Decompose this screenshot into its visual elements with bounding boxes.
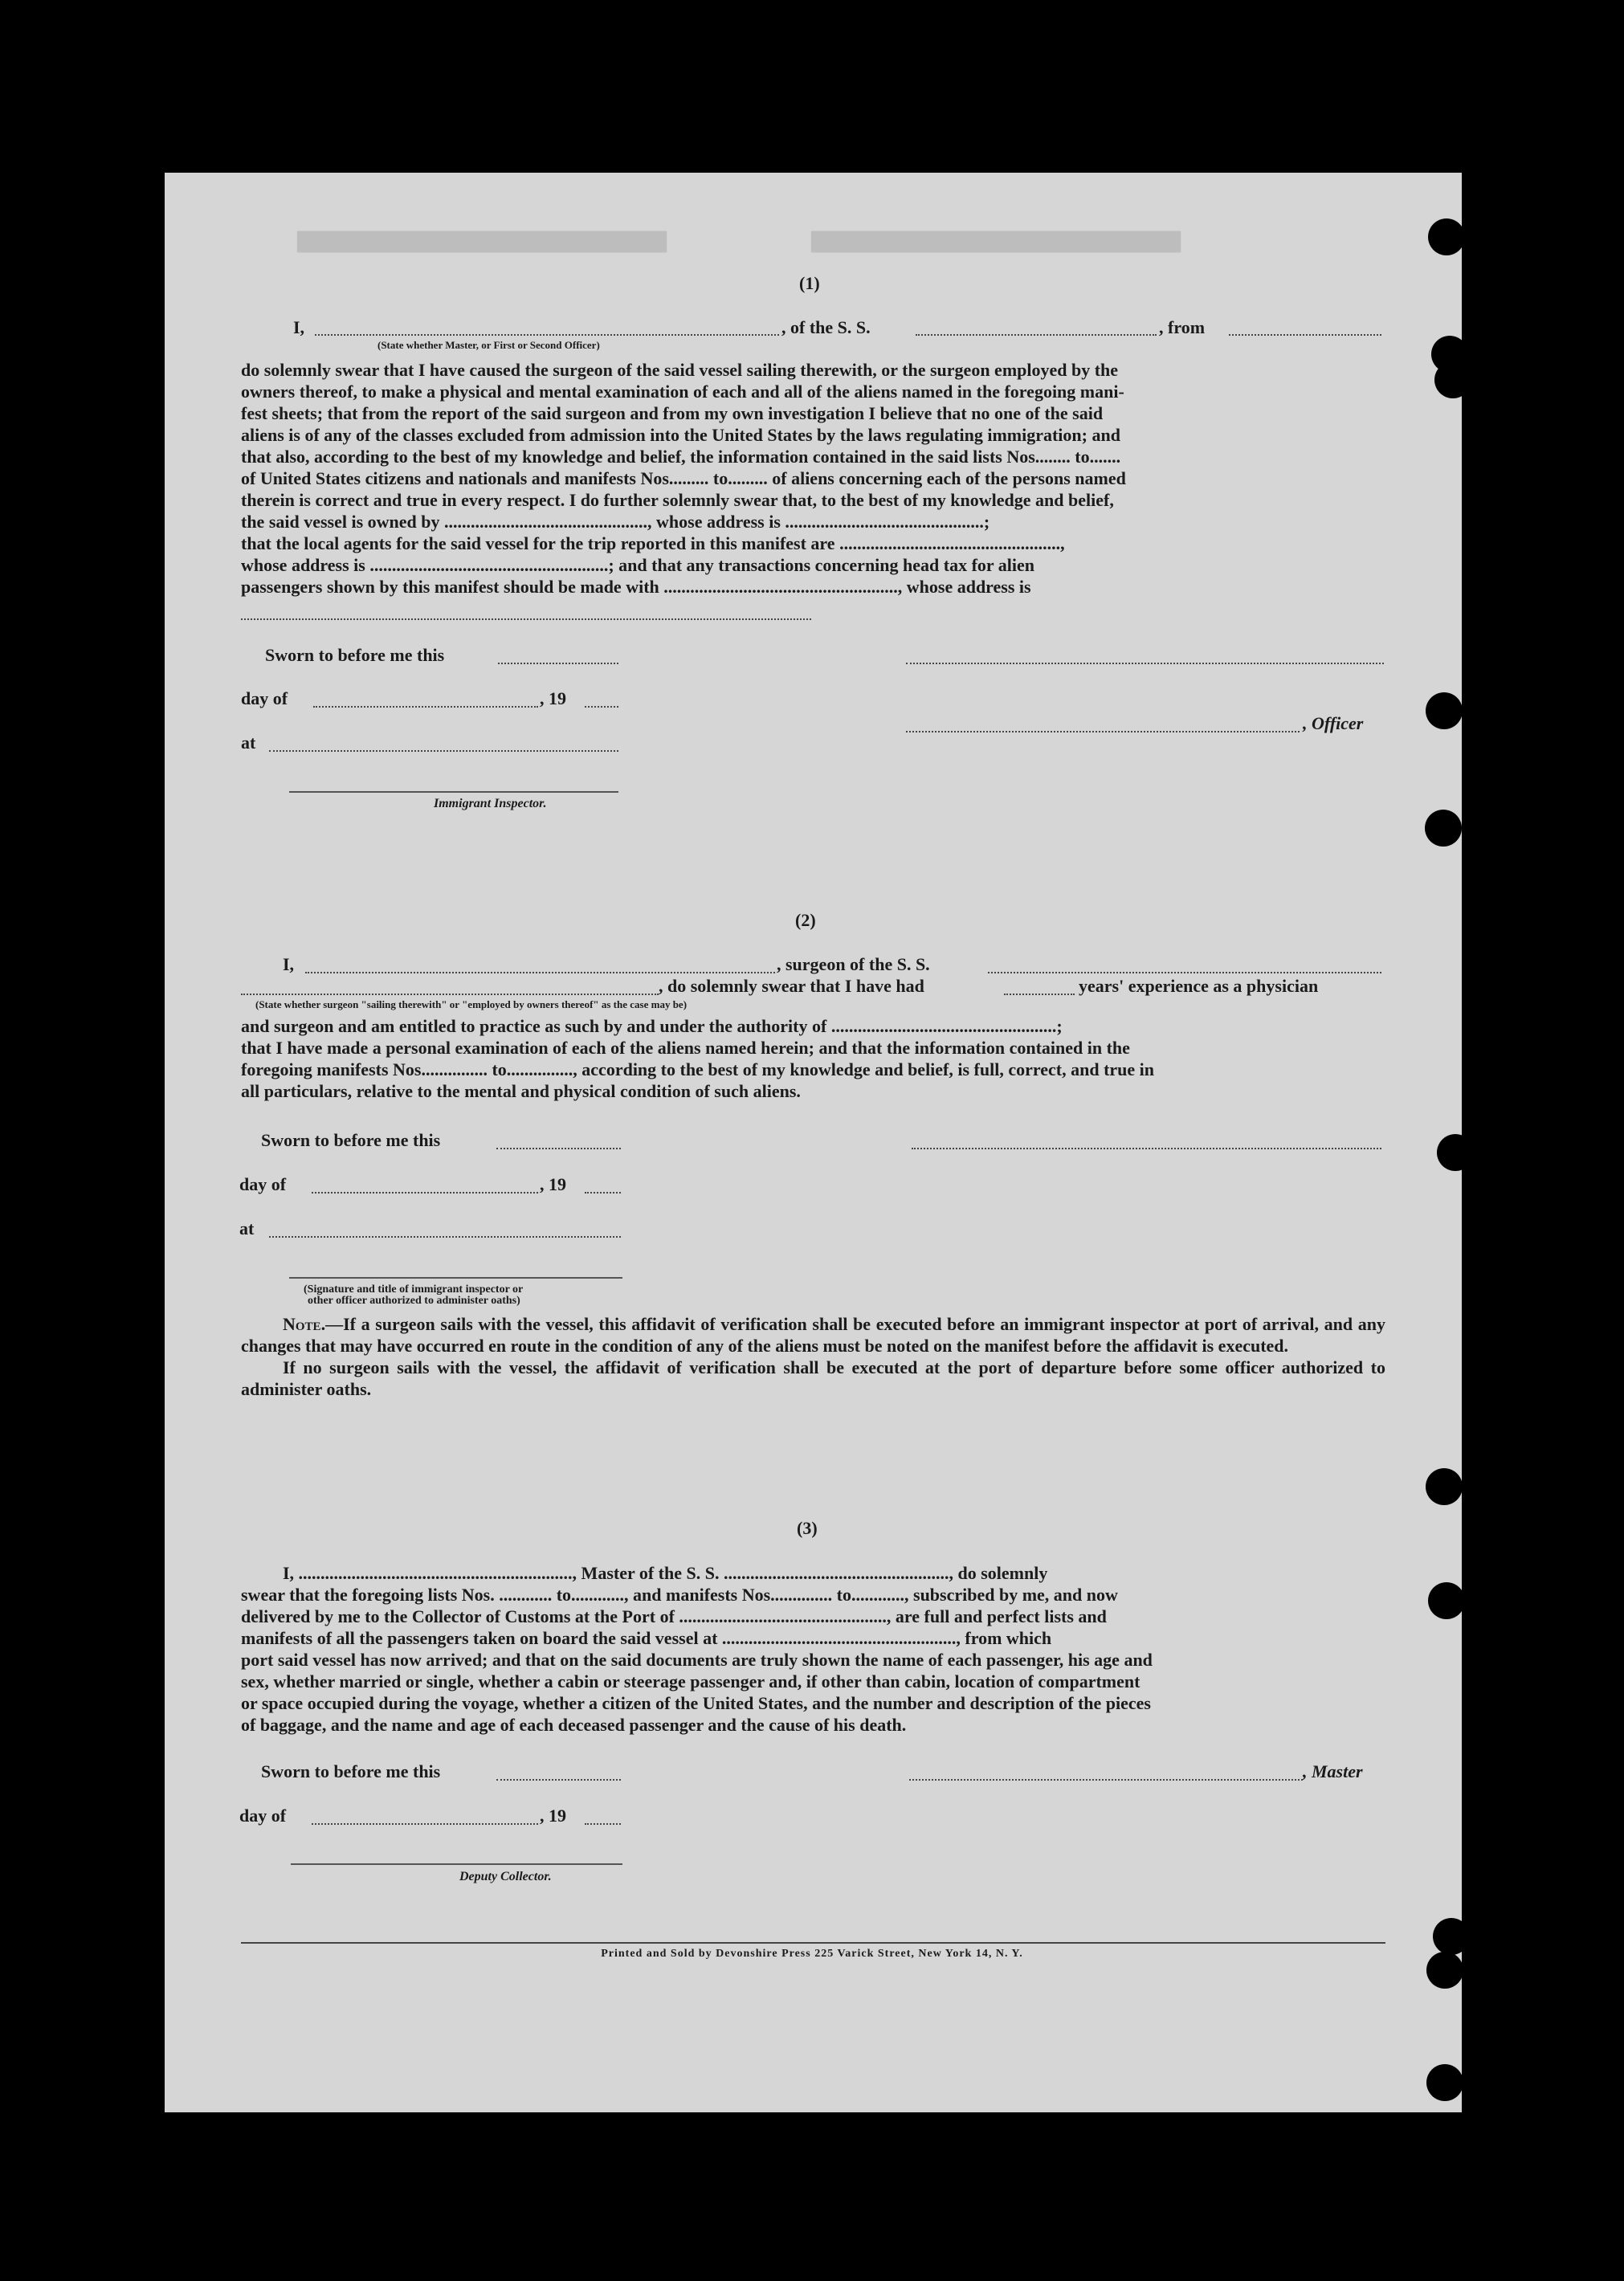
section-3-line: of baggage, and the name and age of each deceased passenger and the cause of his death.	[241, 1715, 907, 1735]
sworn-date-field[interactable]	[496, 1148, 621, 1149]
section-3-line: swear that the foregoing lists Nos. ............ to............, and manifests Nos.............. to............, subscribed by me, and now	[241, 1585, 1118, 1605]
section-2-line: and surgeon and am entitled to practice as such by and under the authority of ...................................................;	[241, 1016, 1063, 1036]
officer-label: , Officer	[1303, 713, 1364, 733]
sworn-date-field[interactable]	[496, 1779, 621, 1781]
section-2-line: all particulars, relative to the mental and physical condition of such aliens.	[241, 1081, 801, 1101]
section-1-line: passengers shown by this manifest should be made with ....................................................., whose address is	[241, 577, 1031, 597]
section-3-line: manifests of all the passengers taken on board the said vessel at ....................................................., from which	[241, 1628, 1052, 1648]
section-1-line: the said vessel is owned by .............................................., whose address is .............................................;	[241, 512, 990, 532]
section-2-line: foregoing manifests Nos............... to..............., according to the best of my knowledge and belief, is full, correct, and true in	[241, 1059, 1155, 1079]
section-1-body	[241, 359, 1385, 598]
section-1-from: , from	[1159, 317, 1206, 337]
section-3-line: or space occupied during the voyage, whether a citizen of the United States, and the number and description of the pieces	[241, 1693, 1151, 1713]
section-3-number: (3)	[797, 1518, 818, 1538]
year-label: , 19	[540, 688, 566, 708]
day-of-field[interactable]	[313, 706, 538, 708]
printer-imprint: Printed and Sold by Devonshire Press 225 Varick Street, New York 14, N. Y.	[601, 1948, 1023, 1960]
section-1-number: (1)	[799, 273, 820, 293]
punch-hole	[1426, 692, 1463, 729]
sworn-date-field[interactable]	[498, 663, 618, 664]
officer-signature-line[interactable]	[906, 731, 1300, 732]
year-label: , 19	[540, 1174, 566, 1194]
at-label: at	[239, 1218, 255, 1238]
departure-port-field[interactable]	[1229, 334, 1381, 336]
year-field[interactable]	[585, 706, 618, 708]
year-field[interactable]	[585, 1192, 621, 1194]
inspector-signature-line[interactable]	[289, 1277, 622, 1279]
day-of-label: day of	[239, 1174, 287, 1194]
bleed-through-mark: ▇▇▇▇▇▇▇▇▇▇▇▇▇▇▇▇▇▇▇▇▇▇▇	[811, 229, 1181, 252]
bleed-through-mark: ▇▇▇▇▇▇▇▇▇▇▇▇▇▇▇▇▇▇▇▇▇▇▇	[297, 229, 667, 252]
collector-label: Deputy Collector.	[459, 1870, 552, 1883]
section-2-caption: (State whether surgeon "sailing therewith" or "employed by owners thereof" as the case may be)	[255, 998, 688, 1010]
punch-hole	[1428, 1582, 1465, 1619]
section-2-body	[241, 1015, 1385, 1102]
section-2-line: that I have made a personal examination of each of the aliens named herein; and that the information contained in the	[241, 1038, 1130, 1058]
section-1-line: that the local agents for the said vessel for the trip reported in this manifest are ..................................................,	[241, 533, 1065, 553]
punch-hole	[1428, 218, 1465, 255]
section-1-of-ss: , of the S. S.	[781, 317, 871, 337]
master-label: , Master	[1303, 1761, 1363, 1781]
section-1-line: whose address is ......................................................; and that any transactions concerning head tax for alien	[241, 555, 1035, 575]
signature-caption: (Signature and title of immigrant inspector or	[304, 1283, 524, 1296]
surgeon-type-field[interactable]	[241, 994, 659, 995]
section-3-line: sex, whether married or single, whether a cabin or steerage passenger and, if other than cabin, location of compartment	[241, 1671, 1140, 1691]
section-3-line: I, .............................................................., Master of the S. S. ..................................................., do solemnly	[283, 1563, 1048, 1583]
vessel-name-field[interactable]	[916, 334, 1157, 336]
section-2-number: (2)	[795, 910, 816, 930]
officer-name-field[interactable]	[315, 334, 779, 336]
year-label: , 19	[540, 1806, 566, 1826]
note-paragraph: If no surgeon sails with the vessel, the affidavit of verification shall be executed at the port of departure before some officer authorized to administer oaths.	[241, 1357, 1385, 1399]
punch-hole	[1434, 361, 1471, 398]
day-of-label: day of	[239, 1806, 287, 1826]
at-field[interactable]	[269, 1236, 621, 1238]
inspector-signature-line[interactable]	[289, 791, 618, 793]
section-1-line: of United States citizens and nationals and manifests Nos......... to......... of aliens concerning each of the persons named	[241, 468, 1126, 488]
section-2-swear: , do solemnly swear that I have had	[659, 976, 924, 996]
section-1-i: I,	[293, 317, 305, 337]
punch-hole	[1425, 810, 1462, 847]
master-signature-line[interactable]	[909, 1779, 1303, 1781]
sworn-label: Sworn to before me this	[261, 1761, 441, 1781]
section-3-line: delivered by me to the Collector of Customs at the Port of ..............................................., are full and perfect lists and	[241, 1606, 1107, 1626]
section-3-line: port said vessel has now arrived; and that on the said documents are truly shown the name of each passenger, his age and	[241, 1650, 1153, 1670]
surgeon-signature-line[interactable]	[912, 1148, 1381, 1149]
surgeon-vessel-field[interactable]	[988, 972, 1381, 973]
day-of-label: day of	[241, 688, 288, 708]
section-2-surgeon-of: , surgeon of the S. S.	[777, 954, 930, 974]
section-1-line: owners thereof, to make a physical and mental examination of each and all of the aliens named in the foregoing mani-	[241, 382, 1124, 402]
punch-hole	[1426, 2064, 1463, 2101]
address-field[interactable]	[241, 618, 811, 620]
section-1-line: that also, according to the best of my knowledge and belief, the information contained in the said lists Nos........ to.......	[241, 447, 1121, 467]
sworn-label: Sworn to before me this	[265, 645, 445, 665]
section-1-caption: (State whether Master, or First or Second Officer)	[377, 339, 600, 351]
officer-signature-line-1[interactable]	[906, 663, 1384, 664]
section-1-line: fest sheets; that from the report of the said surgeon and from my own investigation I believe that no one of the said	[241, 403, 1104, 423]
punch-hole	[1437, 1134, 1474, 1171]
note-text: —If a surgeon sails with the vessel, this affidavit of verification shall be executed before an immigrant inspector at port of arrival, and any changes that may have occurred en route in the condition of any of the aliens must be noted on the manifest before the affidavit is executed.	[241, 1314, 1385, 1356]
collector-signature-line[interactable]	[291, 1863, 622, 1865]
footer-rule	[241, 1942, 1385, 1944]
note-label: Note.	[283, 1314, 326, 1334]
section-2-note	[241, 1313, 1385, 1400]
at-field[interactable]	[269, 750, 618, 752]
section-1-line: therein is correct and true in every respect. I do further solemnly swear that, to the best of my knowledge and belief,	[241, 490, 1114, 510]
sworn-label: Sworn to before me this	[261, 1130, 441, 1150]
year-field[interactable]	[585, 1823, 621, 1825]
years-experience-field[interactable]	[1004, 994, 1075, 995]
day-of-field[interactable]	[312, 1192, 538, 1194]
note-paragraph	[241, 1313, 1385, 1357]
section-1-line: do solemnly swear that I have caused the surgeon of the said vessel sailing therewith, or the surgeon employed by the	[241, 360, 1119, 380]
surgeon-name-field[interactable]	[305, 972, 775, 973]
section-3-body	[241, 1562, 1385, 1736]
inspector-label: Immigrant Inspector.	[434, 797, 547, 810]
signature-caption: other officer authorized to administer oaths)	[308, 1295, 520, 1307]
section-2-i: I,	[283, 954, 295, 974]
section-1-line: aliens is of any of the classes excluded from admission into the United States by the laws regulating immigration; and	[241, 425, 1120, 445]
punch-hole	[1426, 1468, 1463, 1505]
day-of-field[interactable]	[312, 1823, 538, 1825]
at-label: at	[241, 732, 256, 753]
section-2-experience: years' experience as a physician	[1079, 976, 1319, 996]
